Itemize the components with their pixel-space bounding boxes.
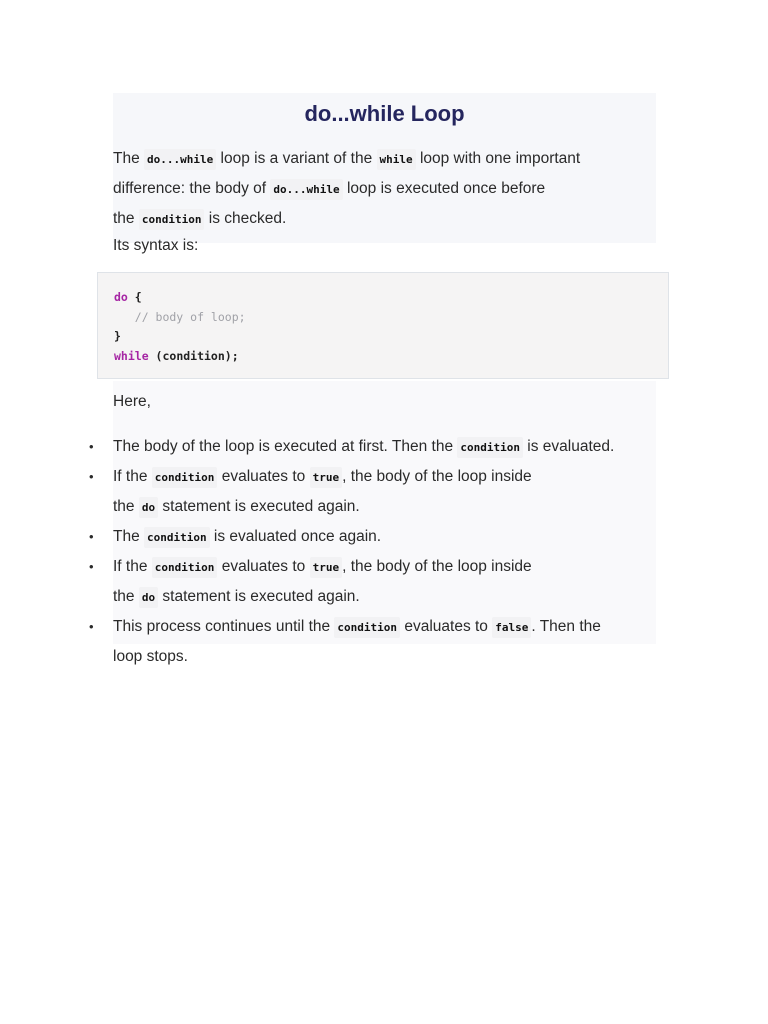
bullet-icon: • xyxy=(89,559,94,574)
code-line-1-rest: { xyxy=(127,290,142,304)
list-text: If the xyxy=(113,468,152,485)
intro-paragraph xyxy=(113,144,658,234)
code-block[interactable] xyxy=(97,272,669,379)
bullet-icon: • xyxy=(89,469,94,484)
intro-text-5: loop is executed once before xyxy=(342,180,546,197)
list-text: , the body of the loop inside xyxy=(342,558,532,575)
code-line-4 xyxy=(114,347,652,367)
list-text: , the body of the loop inside xyxy=(342,468,532,485)
inline-code-true: true xyxy=(310,557,343,578)
list-text: The body of the loop is executed at first. Then the xyxy=(113,438,458,455)
inline-code-do-while: do...while xyxy=(144,149,216,170)
here-label: Here, xyxy=(113,393,151,410)
list-text: This process continues until the xyxy=(113,618,335,635)
bullet-icon: • xyxy=(89,529,94,544)
list-item xyxy=(89,462,673,522)
inline-code-do: do xyxy=(139,587,158,608)
inline-code-condition: condition xyxy=(334,617,400,638)
intro-text-1: The xyxy=(113,150,145,167)
list-item xyxy=(89,612,673,671)
bullet-icon: • xyxy=(89,439,94,454)
list-text: is evaluated once again. xyxy=(209,528,382,545)
inline-code-condition: condition xyxy=(152,557,218,578)
inline-code-condition: condition xyxy=(152,467,218,488)
list-text: statement is executed again. xyxy=(158,498,360,515)
list-text: evaluates to xyxy=(400,618,493,635)
intro-text-7: is checked. xyxy=(204,210,287,227)
intro-text-2: loop is a variant of the xyxy=(216,150,377,167)
intro-text-4: difference: the body of xyxy=(113,180,271,197)
explanation-list xyxy=(89,432,673,671)
syntax-label: Its syntax is: xyxy=(113,237,199,254)
list-text: loop stops. xyxy=(113,648,188,665)
list-text: the xyxy=(113,588,139,605)
list-text: evaluates to xyxy=(217,468,310,485)
inline-code-true: true xyxy=(310,467,343,488)
inline-code-false: false xyxy=(492,617,531,638)
list-text: the xyxy=(113,498,139,515)
code-keyword-while: while xyxy=(114,349,149,364)
inline-code-do-while-2: do...while xyxy=(270,179,342,200)
page-title: do...while Loop xyxy=(304,101,465,126)
bullet-icon: • xyxy=(89,619,94,634)
list-text: statement is executed again. xyxy=(158,588,360,605)
intro-text-6: the xyxy=(113,210,139,227)
inline-code-do: do xyxy=(139,497,158,518)
inline-code-condition: condition xyxy=(457,437,523,458)
list-item xyxy=(89,522,673,552)
inline-code-condition: condition xyxy=(144,527,210,548)
code-line-1 xyxy=(114,288,652,308)
intro-text-3: loop with one important xyxy=(415,150,581,167)
code-comment: // body of loop; xyxy=(114,309,246,324)
inline-code-while: while xyxy=(377,149,416,170)
list-text: evaluates to xyxy=(217,558,310,575)
inline-code-condition: condition xyxy=(139,209,205,230)
list-text: The xyxy=(113,528,145,545)
list-text: If the xyxy=(113,558,152,575)
list-item xyxy=(89,432,673,462)
list-item xyxy=(89,552,673,612)
code-keyword-do: do xyxy=(114,290,128,304)
list-text: is evaluated. xyxy=(522,438,615,455)
list-text: . Then the xyxy=(531,618,601,635)
code-line-3: } xyxy=(114,329,121,344)
code-line-4-rest: (condition); xyxy=(148,349,239,364)
